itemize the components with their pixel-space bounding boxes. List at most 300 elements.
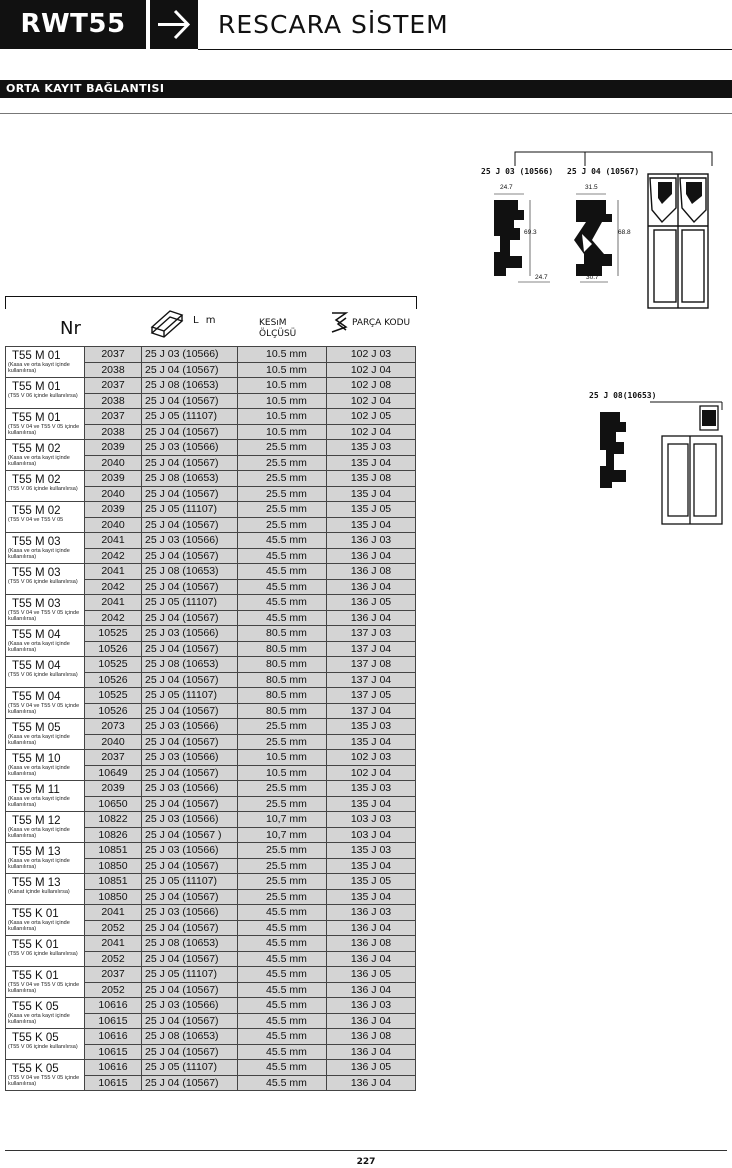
component-cell: 25 J 08 (10653)	[142, 564, 238, 580]
component-cell: 25 J 03 (10566)	[142, 812, 238, 828]
row-group-label	[6, 1060, 85, 1091]
part-code-cell: 135 J 08	[327, 471, 416, 487]
cut-size-cell: 45.5 mm	[238, 920, 327, 936]
profile-code-cell: 10526	[85, 703, 142, 719]
row-group-label	[6, 595, 85, 626]
cut-size-cell: 45.5 mm	[238, 967, 327, 983]
row-group-label	[6, 874, 85, 905]
profile-code-cell: 10826	[85, 827, 142, 843]
table-row	[6, 378, 416, 394]
part-code-cell: 136 J 04	[327, 1013, 416, 1029]
usage-note: (T55 V 04 ve T55 V 05 içinde kullanılırsa)	[8, 982, 80, 994]
cut-size-cell: 10.5 mm	[238, 409, 327, 425]
row-group-label	[6, 564, 85, 595]
cut-size-cell: 45.5 mm	[238, 998, 327, 1014]
part-code-cell: 135 J 03	[327, 843, 416, 859]
profile-c-label: 25 J 08(10653)	[589, 391, 657, 400]
cut-size-cell: 80.5 mm	[238, 626, 327, 642]
profile-code-cell: 10615	[85, 1075, 142, 1091]
component-cell: 25 J 05 (11107)	[142, 688, 238, 704]
profile-code-cell: 2042	[85, 548, 142, 564]
table-row	[6, 595, 416, 611]
cut-size-cell: 45.5 mm	[238, 548, 327, 564]
cut-size-cell: 45.5 mm	[238, 610, 327, 626]
usage-note: (T55 V 06 içinde kullanılırsa)	[8, 1044, 78, 1050]
profile-a-label: 25 J 03 (10566)	[481, 167, 554, 176]
profile-code-cell: 2037	[85, 347, 142, 363]
profile-code-cell: 2038	[85, 393, 142, 409]
profile-code-cell: 2040	[85, 486, 142, 502]
dim-b-side: 68.8	[618, 229, 631, 236]
usage-note: (T55 V 06 içinde kullanılırsa)	[8, 951, 78, 957]
table-row	[6, 657, 416, 673]
table-row	[6, 750, 416, 766]
col-cut-header-1: KESıM	[259, 318, 287, 328]
part-code-cell: 136 J 04	[327, 982, 416, 998]
profile-code-cell: 10525	[85, 688, 142, 704]
profile-code-cell: 2040	[85, 455, 142, 471]
profile-diagram-mid	[590, 400, 730, 530]
component-cell: 25 J 05 (11107)	[142, 967, 238, 983]
table-row	[6, 1029, 416, 1045]
table-row	[6, 936, 416, 952]
cut-size-cell: 10,7 mm	[238, 812, 327, 828]
component-cell: 25 J 04 (10567 )	[142, 827, 238, 843]
cut-size-cell: 25.5 mm	[238, 719, 327, 735]
row-group-label	[6, 812, 85, 843]
component-cell: 25 J 04 (10567)	[142, 920, 238, 936]
component-cell: 25 J 03 (10566)	[142, 905, 238, 921]
row-group-label	[6, 378, 85, 409]
model-badge: RWT55	[0, 0, 146, 49]
profile-number: T55 M 04	[12, 691, 61, 703]
usage-note: (Kasa ve orta kayıt içinde kullanılırsa)	[8, 734, 70, 746]
profile-length-icon	[148, 305, 188, 341]
cut-size-cell: 45.5 mm	[238, 1060, 327, 1076]
part-code-cell: 136 J 04	[327, 1044, 416, 1060]
component-cell: 25 J 04 (10567)	[142, 672, 238, 688]
part-code-cell: 135 J 04	[327, 486, 416, 502]
component-cell: 25 J 08 (10653)	[142, 378, 238, 394]
part-code-cell: 136 J 08	[327, 564, 416, 580]
component-cell: 25 J 03 (10566)	[142, 781, 238, 797]
component-cell: 25 J 03 (10566)	[142, 750, 238, 766]
part-code-cell: 136 J 05	[327, 967, 416, 983]
component-cell: 25 J 04 (10567)	[142, 579, 238, 595]
profile-code-cell: 10526	[85, 672, 142, 688]
section-title: ORTA KAYIT BAĞLANTISI	[6, 82, 165, 95]
cut-size-cell: 10.5 mm	[238, 750, 327, 766]
profile-number: T55 M 12	[12, 815, 61, 827]
part-code-cell: 137 J 03	[327, 626, 416, 642]
cut-size-cell: 25.5 mm	[238, 734, 327, 750]
part-code-cell: 135 J 04	[327, 517, 416, 533]
profile-table-body	[6, 347, 416, 1091]
part-code-cell: 102 J 04	[327, 424, 416, 440]
part-code-cell: 135 J 04	[327, 889, 416, 905]
cut-size-cell: 10.5 mm	[238, 378, 327, 394]
component-cell: 25 J 04 (10567)	[142, 1013, 238, 1029]
cut-size-cell: 80.5 mm	[238, 688, 327, 704]
cut-size-cell: 45.5 mm	[238, 1013, 327, 1029]
table-row	[6, 967, 416, 983]
row-group-label	[6, 533, 85, 564]
cut-size-cell: 45.5 mm	[238, 936, 327, 952]
part-code-cell: 136 J 08	[327, 1029, 416, 1045]
cut-size-cell: 10.5 mm	[238, 362, 327, 378]
table-row	[6, 564, 416, 580]
part-code-cell: 136 J 04	[327, 610, 416, 626]
row-group-label	[6, 502, 85, 533]
profile-code-cell: 2039	[85, 440, 142, 456]
header-divider	[198, 49, 732, 50]
usage-note: (Kasa ve orta kayıt içinde kullanılırsa)	[8, 455, 70, 467]
component-cell: 25 J 04 (10567)	[142, 796, 238, 812]
profile-code-cell: 2041	[85, 533, 142, 549]
table-row	[6, 998, 416, 1014]
dim-a-top: 24.7	[500, 184, 513, 191]
cut-size-cell: 45.5 mm	[238, 982, 327, 998]
part-code-cell: 136 J 08	[327, 936, 416, 952]
cut-size-cell: 45.5 mm	[238, 564, 327, 580]
row-group-label	[6, 967, 85, 998]
dim-a-side: 69.3	[524, 229, 537, 236]
component-cell: 25 J 03 (10566)	[142, 626, 238, 642]
part-code-cell: 136 J 05	[327, 1060, 416, 1076]
profile-number: T55 M 01	[12, 350, 61, 362]
component-cell: 25 J 08 (10653)	[142, 657, 238, 673]
profile-number: T55 M 02	[12, 474, 61, 486]
profile-code-cell: 2037	[85, 967, 142, 983]
row-group-label	[6, 781, 85, 812]
part-code-cell: 135 J 04	[327, 796, 416, 812]
part-code-cell: 135 J 04	[327, 734, 416, 750]
cut-size-cell: 25.5 mm	[238, 486, 327, 502]
row-group-label	[6, 688, 85, 719]
profile-code-cell: 2039	[85, 471, 142, 487]
profile-code-cell: 10616	[85, 1060, 142, 1076]
cut-size-cell: 25.5 mm	[238, 502, 327, 518]
component-cell: 25 J 04 (10567)	[142, 610, 238, 626]
component-cell: 25 J 08 (10653)	[142, 1029, 238, 1045]
profile-code-cell: 10822	[85, 812, 142, 828]
profile-number: T55 M 04	[12, 660, 61, 672]
cut-size-cell: 25.5 mm	[238, 440, 327, 456]
usage-note: (T55 V 06 içinde kullanılırsa)	[8, 393, 78, 399]
part-code-cell: 136 J 05	[327, 595, 416, 611]
cut-size-cell: 80.5 mm	[238, 641, 327, 657]
component-cell: 25 J 08 (10653)	[142, 471, 238, 487]
part-code-cell: 103 J 03	[327, 812, 416, 828]
profile-number: T55 M 03	[12, 567, 61, 579]
table-row	[6, 1060, 416, 1076]
profile-number: T55 K 05	[12, 1032, 59, 1044]
cut-size-cell: 25.5 mm	[238, 781, 327, 797]
usage-note: (Kasa ve orta kayıt içinde kullanılırsa)	[8, 796, 70, 808]
cut-size-cell: 45.5 mm	[238, 595, 327, 611]
part-code-cell: 135 J 05	[327, 502, 416, 518]
profile-code-cell: 2039	[85, 502, 142, 518]
row-group-label	[6, 843, 85, 874]
profile-code-cell: 2042	[85, 579, 142, 595]
profile-code-cell: 10851	[85, 874, 142, 890]
component-cell: 25 J 04 (10567)	[142, 889, 238, 905]
component-cell: 25 J 03 (10566)	[142, 440, 238, 456]
profile-code-cell: 2041	[85, 936, 142, 952]
cut-size-cell: 25.5 mm	[238, 517, 327, 533]
dim-a-bottom: 24.7	[535, 274, 548, 281]
usage-note: (T55 V 04 ve T55 V 05 içinde kullanılırsa)	[8, 1075, 80, 1087]
profile-code-cell: 10615	[85, 1013, 142, 1029]
profile-code-cell: 2052	[85, 951, 142, 967]
component-cell: 25 J 04 (10567)	[142, 424, 238, 440]
row-group-label	[6, 626, 85, 657]
usage-note: (T55 V 06 içinde kullanılırsa)	[8, 486, 78, 492]
part-code-cell: 102 J 04	[327, 765, 416, 781]
usage-note: (T55 V 04 ve T55 V 05 içinde kullanılırsa)	[8, 703, 80, 715]
row-group-label	[6, 998, 85, 1029]
profile-code-cell: 2073	[85, 719, 142, 735]
section-divider	[0, 113, 732, 114]
component-cell: 25 J 04 (10567)	[142, 1044, 238, 1060]
cut-size-cell: 80.5 mm	[238, 657, 327, 673]
row-group-label	[6, 347, 85, 378]
part-code-cell: 137 J 04	[327, 703, 416, 719]
cut-size-cell: 25.5 mm	[238, 843, 327, 859]
profile-code-cell: 10851	[85, 843, 142, 859]
profile-number: T55 M 02	[12, 505, 61, 517]
component-cell: 25 J 04 (10567)	[142, 951, 238, 967]
row-group-label	[6, 750, 85, 781]
usage-note: (Kasa ve orta kayıt içinde kullanılırsa)	[8, 827, 70, 839]
cut-size-cell: 45.5 mm	[238, 1029, 327, 1045]
part-code-cell: 136 J 04	[327, 920, 416, 936]
table-row	[6, 471, 416, 487]
profile-code-cell: 10616	[85, 998, 142, 1014]
cut-size-cell: 25.5 mm	[238, 874, 327, 890]
cut-size-cell: 10.5 mm	[238, 347, 327, 363]
component-cell: 25 J 05 (11107)	[142, 1060, 238, 1076]
usage-note: (Kasa ve orta kayıt içinde kullanılırsa)	[8, 362, 70, 374]
profile-code-cell: 2041	[85, 905, 142, 921]
cut-size-cell: 80.5 mm	[238, 672, 327, 688]
profile-number: T55 M 04	[12, 629, 61, 641]
part-code-cell: 137 J 04	[327, 672, 416, 688]
profile-number: T55 M 01	[12, 381, 61, 393]
usage-note: (Kasa ve orta kayıt içinde kullanılırsa)	[8, 920, 70, 932]
cut-size-cell: 10.5 mm	[238, 393, 327, 409]
col-part-header: PARÇA KODU	[352, 318, 411, 328]
row-group-label	[6, 657, 85, 688]
component-cell: 25 J 04 (10567)	[142, 393, 238, 409]
table-row	[6, 440, 416, 456]
col-nr-header: Nr	[60, 318, 81, 339]
page-title: RESCARA SİSTEM	[218, 10, 449, 39]
profile-number: T55 M 13	[12, 846, 61, 858]
component-cell: 25 J 04 (10567)	[142, 362, 238, 378]
row-group-label	[6, 440, 85, 471]
row-group-label	[6, 471, 85, 502]
component-cell: 25 J 04 (10567)	[142, 486, 238, 502]
profile-code-cell: 10526	[85, 641, 142, 657]
part-code-cell: 137 J 04	[327, 641, 416, 657]
component-cell: 25 J 04 (10567)	[142, 982, 238, 998]
component-cell: 25 J 04 (10567)	[142, 703, 238, 719]
component-cell: 25 J 03 (10566)	[142, 843, 238, 859]
profile-number: T55 K 01	[12, 970, 59, 982]
profile-number: T55 M 03	[12, 598, 61, 610]
component-cell: 25 J 04 (10567)	[142, 641, 238, 657]
profile-number: T55 M 03	[12, 536, 61, 548]
part-code-cell: 137 J 05	[327, 688, 416, 704]
component-cell: 25 J 04 (10567)	[142, 765, 238, 781]
component-cell: 25 J 03 (10566)	[142, 998, 238, 1014]
profile-b-label: 25 J 04 (10567)	[567, 167, 640, 176]
profile-code-cell: 10649	[85, 765, 142, 781]
component-cell: 25 J 05 (11107)	[142, 595, 238, 611]
profile-table	[5, 346, 416, 1091]
profile-code-cell: 2038	[85, 424, 142, 440]
profile-number: T55 M 05	[12, 722, 61, 734]
table-row	[6, 688, 416, 704]
profile-code-cell: 2041	[85, 595, 142, 611]
table-header-frame	[5, 296, 417, 309]
usage-note: (Kasa ve orta kayıt içinde kullanılırsa)	[8, 1013, 70, 1025]
profile-code-cell: 2039	[85, 781, 142, 797]
part-code-cell: 136 J 04	[327, 579, 416, 595]
table-row	[6, 905, 416, 921]
usage-note: (T55 V 06 içinde kullanılırsa)	[8, 579, 78, 585]
cut-size-cell: 45.5 mm	[238, 1044, 327, 1060]
component-cell: 25 J 05 (11107)	[142, 502, 238, 518]
cut-size-cell: 25.5 mm	[238, 471, 327, 487]
col-cut-header-2: ÖLÇÜSÜ	[259, 329, 297, 339]
page-number: 227	[356, 1157, 376, 1167]
cut-size-cell: 10,7 mm	[238, 827, 327, 843]
cut-size-cell: 45.5 mm	[238, 1075, 327, 1091]
profile-number: T55 M 10	[12, 753, 61, 765]
profile-code-cell: 2037	[85, 409, 142, 425]
profile-code-cell: 10616	[85, 1029, 142, 1045]
profile-code-cell: 2042	[85, 610, 142, 626]
profile-number: T55 M 02	[12, 443, 61, 455]
profile-number: T55 M 13	[12, 877, 61, 889]
usage-note: (T55 V 04 ve T55 V 05 içinde kullanılırsa)	[8, 610, 80, 622]
component-cell: 25 J 03 (10566)	[142, 719, 238, 735]
table-row	[6, 719, 416, 735]
table-row	[6, 347, 416, 363]
profile-number: T55 M 11	[12, 784, 60, 796]
row-group-label	[6, 1029, 85, 1060]
profile-code-cell: 2052	[85, 982, 142, 998]
cut-size-cell: 80.5 mm	[238, 703, 327, 719]
usage-note: (T55 V 04 ve T55 V 05	[8, 517, 64, 523]
table-row	[6, 533, 416, 549]
part-code-cell: 103 J 04	[327, 827, 416, 843]
profile-number: T55 K 01	[12, 939, 59, 951]
profile-code-cell: 2040	[85, 734, 142, 750]
part-code-cell: 136 J 03	[327, 998, 416, 1014]
part-code-cell: 102 J 04	[327, 393, 416, 409]
usage-note: (Kasa ve orta kayıt içinde kullanılırsa)	[8, 765, 70, 777]
table-row	[6, 781, 416, 797]
part-code-cell: 135 J 03	[327, 440, 416, 456]
component-cell: 25 J 08 (10653)	[142, 936, 238, 952]
footer-divider	[5, 1150, 727, 1151]
component-cell: 25 J 03 (10566)	[142, 347, 238, 363]
part-code-cell: 135 J 04	[327, 858, 416, 874]
part-code-cell: 135 J 05	[327, 874, 416, 890]
profile-code-cell: 2037	[85, 750, 142, 766]
part-code-cell: 102 J 03	[327, 750, 416, 766]
part-code-cell: 135 J 03	[327, 781, 416, 797]
part-code-cell: 136 J 04	[327, 548, 416, 564]
part-code-cell: 102 J 04	[327, 362, 416, 378]
part-code-cell: 102 J 03	[327, 347, 416, 363]
usage-note: (Kanat içinde kullanılırsa)	[8, 889, 70, 895]
profile-code-cell: 2052	[85, 920, 142, 936]
row-group-label	[6, 905, 85, 936]
profile-code-cell: 10615	[85, 1044, 142, 1060]
profile-number: T55 K 05	[12, 1001, 59, 1013]
cut-size-cell: 45.5 mm	[238, 579, 327, 595]
part-code-cell: 102 J 08	[327, 378, 416, 394]
cut-size-cell: 25.5 mm	[238, 455, 327, 471]
cut-size-cell: 25.5 mm	[238, 889, 327, 905]
component-cell: 25 J 04 (10567)	[142, 455, 238, 471]
profile-code-cell: 2037	[85, 378, 142, 394]
profile-number: T55 K 01	[12, 908, 59, 920]
profile-code-cell: 10525	[85, 657, 142, 673]
part-code-cell: 136 J 04	[327, 951, 416, 967]
table-row	[6, 843, 416, 859]
table-row	[6, 626, 416, 642]
usage-note: (T55 V 04 ve T55 V 05 içinde kullanılırsa)	[8, 424, 80, 436]
component-cell: 25 J 04 (10567)	[142, 517, 238, 533]
part-code-cell: 135 J 03	[327, 719, 416, 735]
part-code-icon	[330, 310, 350, 336]
usage-note: (Kasa ve orta kayıt içinde kullanılırsa)	[8, 548, 70, 560]
profile-code-cell: 10650	[85, 796, 142, 812]
usage-note: (T55 V 06 içinde kullanılırsa)	[8, 672, 78, 678]
profile-code-cell: 2041	[85, 564, 142, 580]
component-cell: 25 J 05 (11107)	[142, 409, 238, 425]
arrow-right-icon	[150, 0, 198, 49]
part-code-cell: 136 J 04	[327, 1075, 416, 1091]
profile-code-cell: 10850	[85, 858, 142, 874]
cut-size-cell: 45.5 mm	[238, 951, 327, 967]
table-row	[6, 409, 416, 425]
usage-note: (Kasa ve orta kayıt içinde kullanılırsa)	[8, 858, 70, 870]
row-group-label	[6, 936, 85, 967]
cut-size-cell: 45.5 mm	[238, 533, 327, 549]
part-code-cell: 102 J 05	[327, 409, 416, 425]
table-row	[6, 502, 416, 518]
profile-number: T55 K 05	[12, 1063, 59, 1075]
part-code-cell: 137 J 08	[327, 657, 416, 673]
component-cell: 25 J 04 (10567)	[142, 1075, 238, 1091]
cut-size-cell: 10.5 mm	[238, 424, 327, 440]
component-cell: 25 J 04 (10567)	[142, 734, 238, 750]
row-group-label	[6, 719, 85, 750]
col-length-header: L m	[193, 315, 218, 326]
component-cell: 25 J 04 (10567)	[142, 858, 238, 874]
profile-code-cell: 2040	[85, 517, 142, 533]
dim-b-bottom: 30.7	[586, 274, 599, 281]
profile-code-cell: 10850	[85, 889, 142, 905]
part-code-cell: 136 J 03	[327, 533, 416, 549]
dim-b-top: 31.5	[585, 184, 598, 191]
